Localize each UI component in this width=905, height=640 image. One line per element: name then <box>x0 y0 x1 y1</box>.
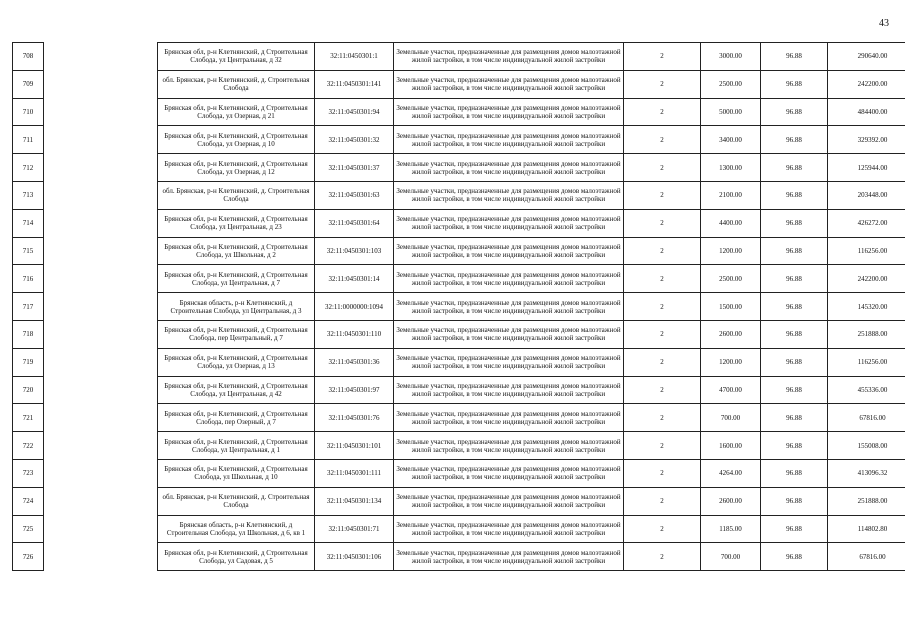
row-number: 718 <box>13 320 44 348</box>
category-cell: 2 <box>624 70 701 98</box>
cadastral-number-cell: 32:11:0450301:101 <box>315 432 394 460</box>
category-cell: 2 <box>624 543 701 571</box>
rate-cell: 96.88 <box>761 348 828 376</box>
rate-cell: 96.88 <box>761 43 828 71</box>
category-cell: 2 <box>624 98 701 126</box>
rate-cell: 96.88 <box>761 293 828 321</box>
row-number: 717 <box>13 293 44 321</box>
address-cell: Брянская область, р-н Клетнянский, д Строительная Слобода, ул Школьная, д 6, кв 1 <box>158 515 315 543</box>
row-number: 726 <box>13 543 44 571</box>
blank-gap-cell <box>44 98 158 126</box>
permitted-use-cell: Земельные участки, предназначенные для размещения домов малоэтажной жилой застройки, в том числе индивидуальной жилой застройки <box>394 515 624 543</box>
row-number: 719 <box>13 348 44 376</box>
cadastral-value-cell: 242200.00 <box>828 70 905 98</box>
address-cell: Брянская обл, р-н Клетнянский, д Строительная Слобода, ул Школьная, д 2 <box>158 237 315 265</box>
rate-cell: 96.88 <box>761 209 828 237</box>
cadastral-value-cell: 484400.00 <box>828 98 905 126</box>
table-body <box>13 43 905 571</box>
area-cell: 1185.00 <box>701 515 761 543</box>
permitted-use-cell: Земельные участки, предназначенные для размещения домов малоэтажной жилой застройки, в том числе индивидуальной жилой застройки <box>394 43 624 71</box>
area-cell: 2600.00 <box>701 320 761 348</box>
rate-cell: 96.88 <box>761 320 828 348</box>
blank-gap-cell <box>44 209 158 237</box>
area-cell: 1300.00 <box>701 154 761 182</box>
rate-cell: 96.88 <box>761 432 828 460</box>
category-cell: 2 <box>624 320 701 348</box>
permitted-use-cell: Земельные участки, предназначенные для размещения домов малоэтажной жилой застройки, в том числе индивидуальной жилой застройки <box>394 348 624 376</box>
table-row <box>13 376 905 404</box>
category-cell: 2 <box>624 237 701 265</box>
category-cell: 2 <box>624 181 701 209</box>
area-cell: 1200.00 <box>701 348 761 376</box>
category-cell: 2 <box>624 265 701 293</box>
table-row <box>13 126 905 154</box>
cadastral-value-cell: 67816.00 <box>828 543 905 571</box>
cadastral-number-cell: 32:11:0450301:94 <box>315 98 394 126</box>
table-row <box>13 487 905 515</box>
address-cell: Брянская обл, р-н Клетнянский, д Строительная Слобода, пер Центральный, д 7 <box>158 320 315 348</box>
blank-gap-cell <box>44 154 158 182</box>
table-row <box>13 98 905 126</box>
blank-gap-cell <box>44 181 158 209</box>
cadastral-value-cell: 413096.32 <box>828 459 905 487</box>
category-cell: 2 <box>624 404 701 432</box>
rate-cell: 96.88 <box>761 459 828 487</box>
rate-cell: 96.88 <box>761 487 828 515</box>
permitted-use-cell: Земельные участки, предназначенные для размещения домов малоэтажной жилой застройки, в том числе индивидуальной жилой застройки <box>394 70 624 98</box>
area-cell: 4400.00 <box>701 209 761 237</box>
cadastral-value-cell: 329392.00 <box>828 126 905 154</box>
table-row <box>13 348 905 376</box>
blank-gap-cell <box>44 237 158 265</box>
permitted-use-cell: Земельные участки, предназначенные для размещения домов малоэтажной жилой застройки, в том числе индивидуальной жилой застройки <box>394 181 624 209</box>
cadastral-value-cell: 145320.00 <box>828 293 905 321</box>
cadastral-number-cell: 32:11:0450301:14 <box>315 265 394 293</box>
category-cell: 2 <box>624 154 701 182</box>
cadastral-number-cell: 32:11:0450301:76 <box>315 404 394 432</box>
cadastral-number-cell: 32:11:0450301:1 <box>315 43 394 71</box>
blank-gap-cell <box>44 348 158 376</box>
permitted-use-cell: Земельные участки, предназначенные для размещения домов малоэтажной жилой застройки, в том числе индивидуальной жилой застройки <box>394 209 624 237</box>
rate-cell: 96.88 <box>761 543 828 571</box>
category-cell: 2 <box>624 376 701 404</box>
rate-cell: 96.88 <box>761 70 828 98</box>
cadastral-value-cell: 125944.00 <box>828 154 905 182</box>
permitted-use-cell: Земельные участки, предназначенные для размещения домов малоэтажной жилой застройки, в том числе индивидуальной жилой застройки <box>394 265 624 293</box>
area-cell: 1500.00 <box>701 293 761 321</box>
row-number: 725 <box>13 515 44 543</box>
cadastral-value-cell: 251888.00 <box>828 487 905 515</box>
table-row <box>13 265 905 293</box>
table-row <box>13 320 905 348</box>
table-row <box>13 43 905 71</box>
rate-cell: 96.88 <box>761 265 828 293</box>
category-cell: 2 <box>624 348 701 376</box>
cadastral-number-cell: 32:11:0450301:111 <box>315 459 394 487</box>
permitted-use-cell: Земельные участки, предназначенные для размещения домов малоэтажной жилой застройки, в том числе индивидуальной жилой застройки <box>394 154 624 182</box>
address-cell: Брянская обл, р-н Клетнянский, д Строительная Слобода, ул Центральная, д 23 <box>158 209 315 237</box>
blank-gap-cell <box>44 543 158 571</box>
area-cell: 4264.00 <box>701 459 761 487</box>
permitted-use-cell: Земельные участки, предназначенные для размещения домов малоэтажной жилой застройки, в том числе индивидуальной жилой застройки <box>394 98 624 126</box>
table-row <box>13 70 905 98</box>
table-row <box>13 181 905 209</box>
area-cell: 1600.00 <box>701 432 761 460</box>
area-cell: 3000.00 <box>701 43 761 71</box>
cadastral-value-cell: 116256.00 <box>828 237 905 265</box>
cadastral-value-cell: 251888.00 <box>828 320 905 348</box>
blank-gap-cell <box>44 376 158 404</box>
category-cell: 2 <box>624 459 701 487</box>
address-cell: Брянская обл, р-н Клетнянский, д Строительная Слобода, ул Школьная, д 10 <box>158 459 315 487</box>
address-cell: Брянская обл, р-н Клетнянский, д Строительная Слобода, пер Озерный, д 7 <box>158 404 315 432</box>
row-number: 714 <box>13 209 44 237</box>
cadastral-number-cell: 32:11:0450301:103 <box>315 237 394 265</box>
address-cell: Брянская область, р-н Клетнянский, д Строительная Слобода, ул Центральная, д 3 <box>158 293 315 321</box>
permitted-use-cell: Земельные участки, предназначенные для размещения домов малоэтажной жилой застройки, в том числе индивидуальной жилой застройки <box>394 487 624 515</box>
row-number: 712 <box>13 154 44 182</box>
area-cell: 2600.00 <box>701 487 761 515</box>
cadastral-value-cell: 203448.00 <box>828 181 905 209</box>
permitted-use-cell: Земельные участки, предназначенные для размещения домов малоэтажной жилой застройки, в том числе индивидуальной жилой застройки <box>394 404 624 432</box>
category-cell: 2 <box>624 209 701 237</box>
permitted-use-cell: Земельные участки, предназначенные для размещения домов малоэтажной жилой застройки, в том числе индивидуальной жилой застройки <box>394 432 624 460</box>
cadastral-value-cell: 455336.00 <box>828 376 905 404</box>
category-cell: 2 <box>624 43 701 71</box>
blank-gap-cell <box>44 459 158 487</box>
table-row <box>13 515 905 543</box>
cadastral-number-cell: 32:11:0450301:97 <box>315 376 394 404</box>
permitted-use-cell: Земельные участки, предназначенные для размещения домов малоэтажной жилой застройки, в том числе индивидуальной жилой застройки <box>394 237 624 265</box>
blank-gap-cell <box>44 515 158 543</box>
category-cell: 2 <box>624 293 701 321</box>
cadastral-number-cell: 32:11:0450301:37 <box>315 154 394 182</box>
cadastral-number-cell: 32:11:0450301:36 <box>315 348 394 376</box>
blank-gap-cell <box>44 404 158 432</box>
address-cell: обл. Брянская, р-н Клетнянский, д. Строительная Слобода <box>158 70 315 98</box>
cadastral-number-cell: 32:11:0450301:63 <box>315 181 394 209</box>
address-cell: Брянская обл, р-н Клетнянский, д Строительная Слобода, ул Озерная, д 10 <box>158 126 315 154</box>
table-row <box>13 432 905 460</box>
table-row <box>13 459 905 487</box>
row-number: 713 <box>13 181 44 209</box>
rate-cell: 96.88 <box>761 404 828 432</box>
row-number: 715 <box>13 237 44 265</box>
area-cell: 700.00 <box>701 543 761 571</box>
blank-gap-cell <box>44 265 158 293</box>
blank-gap-cell <box>44 293 158 321</box>
address-cell: обл. Брянская, р-н Клетнянский, д. Строительная Слобода <box>158 181 315 209</box>
blank-gap-cell <box>44 320 158 348</box>
address-cell: Брянская обл, р-н Клетнянский, д Строительная Слобода, ул Центральная, д 7 <box>158 265 315 293</box>
permitted-use-cell: Земельные участки, предназначенные для размещения домов малоэтажной жилой застройки, в том числе индивидуальной жилой застройки <box>394 543 624 571</box>
cadastral-value-cell: 290640.00 <box>828 43 905 71</box>
rate-cell: 96.88 <box>761 126 828 154</box>
cadastral-value-cell: 116256.00 <box>828 348 905 376</box>
category-cell: 2 <box>624 487 701 515</box>
address-cell: Брянская обл, р-н Клетнянский, д Строительная Слобода, ул Озерная, д 13 <box>158 348 315 376</box>
blank-gap-cell <box>44 70 158 98</box>
category-cell: 2 <box>624 432 701 460</box>
rate-cell: 96.88 <box>761 515 828 543</box>
cadastral-value-cell: 67816.00 <box>828 404 905 432</box>
address-cell: Брянская обл, р-н Клетнянский, д Строительная Слобода, ул Озерная, д 12 <box>158 154 315 182</box>
cadastral-value-cell: 426272.00 <box>828 209 905 237</box>
row-number: 722 <box>13 432 44 460</box>
address-cell: Брянская обл, р-н Клетнянский, д Строительная Слобода, ул Центральная, д 32 <box>158 43 315 71</box>
rate-cell: 96.88 <box>761 154 828 182</box>
blank-gap-cell <box>44 43 158 71</box>
area-cell: 2500.00 <box>701 70 761 98</box>
row-number: 724 <box>13 487 44 515</box>
cadastral-number-cell: 32:11:0450301:32 <box>315 126 394 154</box>
cadastral-number-cell: 32:11:0450301:141 <box>315 70 394 98</box>
row-number: 710 <box>13 98 44 126</box>
cadastral-value-cell: 114802.80 <box>828 515 905 543</box>
row-number: 709 <box>13 70 44 98</box>
address-cell: Брянская обл, р-н Клетнянский, д Строительная Слобода, ул Центральная, д 1 <box>158 432 315 460</box>
cadastral-value-cell: 155008.00 <box>828 432 905 460</box>
row-number: 720 <box>13 376 44 404</box>
table-row <box>13 209 905 237</box>
address-cell: Брянская обл, р-н Клетнянский, д Строительная Слобода, ул Садовая, д 5 <box>158 543 315 571</box>
area-cell: 3400.00 <box>701 126 761 154</box>
row-number: 716 <box>13 265 44 293</box>
rate-cell: 96.88 <box>761 237 828 265</box>
blank-gap-cell <box>44 487 158 515</box>
blank-gap-cell <box>44 432 158 460</box>
area-cell: 5000.00 <box>701 98 761 126</box>
permitted-use-cell: Земельные участки, предназначенные для размещения домов малоэтажной жилой застройки, в том числе индивидуальной жилой застройки <box>394 126 624 154</box>
cadastral-number-cell: 32:11:0450301:110 <box>315 320 394 348</box>
permitted-use-cell: Земельные участки, предназначенные для размещения домов малоэтажной жилой застройки, в том числе индивидуальной жилой застройки <box>394 459 624 487</box>
land-registry-table <box>12 42 905 571</box>
category-cell: 2 <box>624 515 701 543</box>
cadastral-number-cell: 32:11:0450301:106 <box>315 543 394 571</box>
area-cell: 1200.00 <box>701 237 761 265</box>
cadastral-value-cell: 242200.00 <box>828 265 905 293</box>
blank-gap-cell <box>44 126 158 154</box>
row-number: 711 <box>13 126 44 154</box>
table-row <box>13 154 905 182</box>
table-row <box>13 293 905 321</box>
address-cell: обл. Брянская, р-н Клетнянский, д. Строительная Слобода <box>158 487 315 515</box>
table-row <box>13 543 905 571</box>
address-cell: Брянская обл, р-н Клетнянский, д Строительная Слобода, ул Озерная, д 21 <box>158 98 315 126</box>
row-number: 723 <box>13 459 44 487</box>
cadastral-number-cell: 32:11:0450301:64 <box>315 209 394 237</box>
cadastral-number-cell: 32:11:0450301:71 <box>315 515 394 543</box>
table-row <box>13 237 905 265</box>
area-cell: 2100.00 <box>701 181 761 209</box>
permitted-use-cell: Земельные участки, предназначенные для размещения домов малоэтажной жилой застройки, в том числе индивидуальной жилой застройки <box>394 320 624 348</box>
row-number: 708 <box>13 43 44 71</box>
rate-cell: 96.88 <box>761 98 828 126</box>
row-number: 721 <box>13 404 44 432</box>
table-row <box>13 404 905 432</box>
rate-cell: 96.88 <box>761 181 828 209</box>
rate-cell: 96.88 <box>761 376 828 404</box>
cadastral-number-cell: 32:11:0450301:134 <box>315 487 394 515</box>
area-cell: 2500.00 <box>701 265 761 293</box>
area-cell: 700.00 <box>701 404 761 432</box>
category-cell: 2 <box>624 126 701 154</box>
cadastral-number-cell: 32:11:0000000:1094 <box>315 293 394 321</box>
area-cell: 4700.00 <box>701 376 761 404</box>
permitted-use-cell: Земельные участки, предназначенные для размещения домов малоэтажной жилой застройки, в том числе индивидуальной жилой застройки <box>394 293 624 321</box>
address-cell: Брянская обл, р-н Клетнянский, д Строительная Слобода, ул Центральная, д 42 <box>158 376 315 404</box>
page-number: 43 <box>879 18 889 29</box>
permitted-use-cell: Земельные участки, предназначенные для размещения домов малоэтажной жилой застройки, в том числе индивидуальной жилой застройки <box>394 376 624 404</box>
